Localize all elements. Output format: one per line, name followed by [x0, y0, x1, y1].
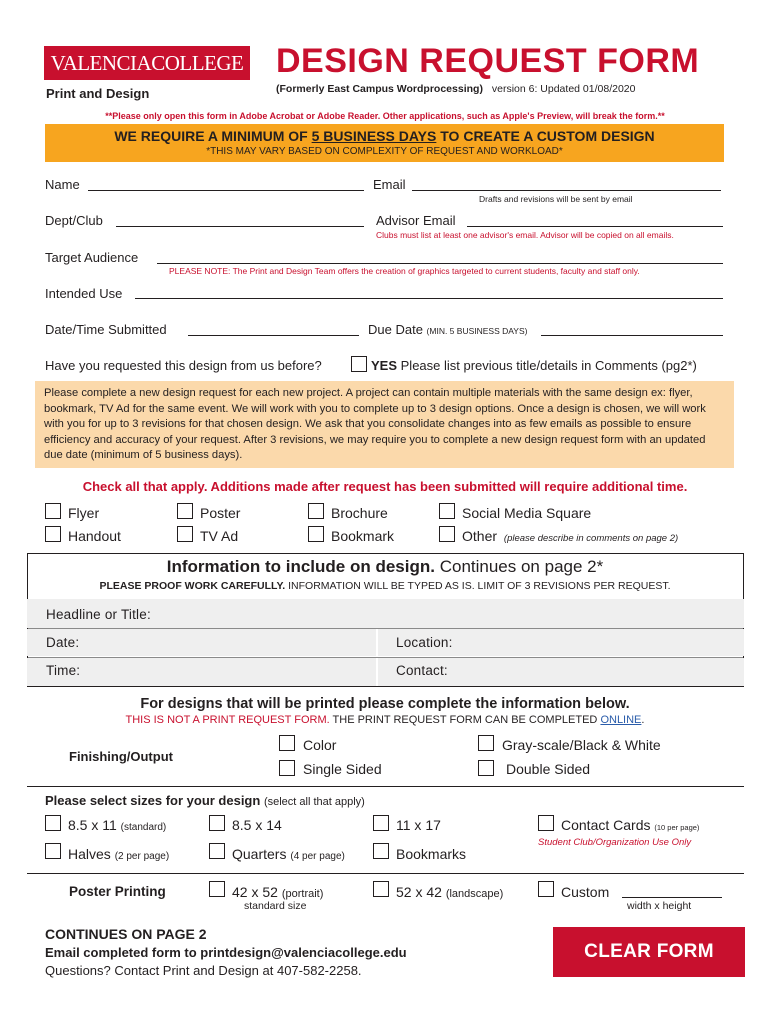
- advisor-email-label: Advisor Email: [376, 213, 456, 228]
- email-instructions: Email completed form to printdesign@valenciacollege.edu: [45, 945, 407, 960]
- other-note: (please describe in comments on page 2): [503, 533, 679, 544]
- intended-use-label: Intended Use: [45, 286, 123, 301]
- college-logo-text: VALENCIACOLLEGE: [50, 50, 244, 75]
- contact-cards-checkbox[interactable]: [538, 815, 554, 831]
- single-sided-checkbox[interactable]: [279, 760, 295, 776]
- color-label: Color: [303, 737, 337, 753]
- date-label: Date:: [46, 635, 80, 650]
- name-field[interactable]: [88, 190, 364, 191]
- sizes-title: Please select sizes for your design (select all that apply): [45, 793, 365, 808]
- custom-size-label: Custom: [561, 884, 610, 900]
- tv-ad-label: TV Ad: [200, 528, 239, 544]
- size-8-5x11-checkbox[interactable]: [45, 815, 61, 831]
- grayscale-label: Gray-scale/Black & White: [502, 737, 661, 753]
- brochure-checkbox[interactable]: [308, 503, 324, 519]
- size-52x42-checkbox[interactable]: [373, 881, 389, 897]
- double-sided-checkbox[interactable]: [478, 760, 494, 776]
- size-11x17-checkbox[interactable]: [373, 815, 389, 831]
- location-label: Location:: [396, 635, 453, 650]
- width-height-note: width x height: [627, 900, 692, 912]
- banner-subtext: *THIS MAY VARY BASED ON COMPLEXITY OF REQUEST AND WORKLOAD*: [206, 146, 563, 157]
- advisor-email-field[interactable]: [467, 226, 723, 227]
- target-audience-note: PLEASE NOTE: The Print and Design Team offers the creation of graphics targeted to current students, faculty and staff only.: [169, 266, 640, 276]
- custom-size-field[interactable]: [622, 897, 722, 898]
- online-link[interactable]: ONLINE: [600, 714, 642, 726]
- poster-divider: [27, 873, 744, 874]
- version-line: [276, 83, 635, 95]
- banner-main-text: WE REQUIRE A MINIMUM OF 5 BUSINESS DAYS TO CREATE A CUSTOM DESIGN: [114, 128, 655, 144]
- formerly-text: (Formerly East Campus Wordprocessing): [276, 83, 483, 95]
- bookmarks-label: Bookmarks: [396, 846, 467, 862]
- halves-label: Halves (2 per page): [68, 846, 170, 862]
- bookmarks-checkbox[interactable]: [373, 843, 389, 859]
- date-field[interactable]: [27, 629, 376, 656]
- email-field[interactable]: [412, 190, 721, 191]
- contact-cards-label: Contact Cards (10 per page): [561, 817, 700, 833]
- sizes-title-note: (select all that apply): [263, 796, 365, 808]
- flyer-label: Flyer: [68, 505, 100, 521]
- contact-label: Contact:: [396, 663, 448, 678]
- halves-checkbox[interactable]: [45, 843, 61, 859]
- poster-checkbox[interactable]: [177, 503, 193, 519]
- tv-ad-checkbox[interactable]: [177, 526, 193, 542]
- quarters-label: Quarters (4 per page): [232, 846, 345, 862]
- requested-before-label: Have you requested this design from us before?: [45, 358, 322, 373]
- email-label: Email: [373, 177, 406, 192]
- form-title: DESIGN REQUEST FORM: [276, 42, 700, 80]
- due-date-label: Due Date (MIN. 5 BUSINESS DAYS): [368, 322, 528, 337]
- handout-label: Handout: [68, 528, 121, 544]
- standard-size-note: standard size: [244, 900, 307, 912]
- other-checkbox[interactable]: [439, 526, 455, 542]
- clear-form-label: CLEAR FORM: [584, 941, 714, 962]
- version-text: version 6: Updated 01/08/2020: [491, 83, 636, 95]
- bookmark-label: Bookmark: [331, 528, 395, 544]
- finishing-label: Finishing/Output: [69, 749, 173, 764]
- due-date-note: (MIN. 5 BUSINESS DAYS): [426, 326, 528, 336]
- time-label: Time:: [46, 663, 81, 678]
- questions-contact: Questions? Contact Print and Design at 407-582-2258.: [45, 963, 362, 978]
- grayscale-checkbox[interactable]: [478, 735, 494, 751]
- headline-label: Headline or Title:: [46, 607, 151, 622]
- other-label: Other (please describe in comments on page 2): [462, 528, 679, 544]
- requested-before-checkbox[interactable]: [351, 356, 367, 372]
- handout-checkbox[interactable]: [45, 526, 61, 542]
- continues-page-2: CONTINUES ON PAGE 2: [45, 926, 207, 942]
- info-section-title: Information to include on design. Continues on page 2*: [166, 557, 604, 576]
- brochure-label: Brochure: [331, 505, 388, 521]
- print-section-title: For designs that will be printed please complete the information below.: [140, 696, 630, 712]
- due-date-field[interactable]: [541, 335, 723, 336]
- check-all-note: Check all that apply. Additions made after request has been submitted will require additional time.: [82, 479, 688, 494]
- not-print-note: THIS IS NOT A PRINT REQUEST FORM. THE PRINT REQUEST FORM CAN BE COMPLETED ONLINE.: [125, 714, 645, 726]
- info-paragraph-box: [35, 381, 734, 468]
- yes-label: YES Please list previous title/details in Comments (pg2*): [371, 358, 697, 373]
- size-42x52-checkbox[interactable]: [209, 881, 225, 897]
- advisor-note: Clubs must list at least one advisor's email. Advisor will be copied on all emails.: [376, 230, 674, 240]
- color-checkbox[interactable]: [279, 735, 295, 751]
- contact-cards-use-note: Student Club/Organization Use Only: [538, 837, 692, 848]
- target-audience-label: Target Audience: [45, 250, 139, 265]
- name-label: Name: [45, 177, 80, 192]
- date-submitted-field[interactable]: [188, 335, 359, 336]
- poster-label: Poster: [200, 505, 241, 521]
- dept-club-label: Dept/Club: [45, 213, 103, 228]
- requirement-banner: [45, 124, 724, 162]
- info-paragraph: Please complete a new design request for each new project. A project can contain multiple materials with the same design ex: flyer, bookmark, TV Ad for the same event. We will work with you to complete up to 3 design options. Once a design is chosen, we will work with you for up to 3 revisions for that chosen design. We ask that you consolidate changes into as few emails as possible to ensure efficiency and accuracy of your request. After 3 revisions, we may require you to complete a new design request form with an updated due date (minimum of 5 business days).: [44, 387, 706, 462]
- social-media-checkbox[interactable]: [439, 503, 455, 519]
- size-8-5x11-label: 8.5 x 11 (standard): [68, 817, 167, 833]
- single-sided-label: Single Sided: [303, 761, 382, 777]
- bookmark-checkbox[interactable]: [308, 526, 324, 542]
- business-days-underlined: 5 BUSINESS DAYS: [311, 128, 437, 144]
- sizes-divider: [27, 786, 744, 787]
- proof-note: PLEASE PROOF WORK CAREFULLY. INFORMATION WILL BE TYPED AS IS. LIMIT OF 3 REVISIONS PER REQUEST.: [99, 580, 671, 592]
- size-52x42-label: 52 x 42 (landscape): [396, 884, 504, 900]
- size-42x52-label: 42 x 52 (portrait): [232, 884, 324, 900]
- quarters-checkbox[interactable]: [209, 843, 225, 859]
- dept-club-field[interactable]: [116, 226, 364, 227]
- college-logo: [44, 46, 250, 80]
- department-name: Print and Design: [46, 86, 150, 101]
- intended-use-field[interactable]: [135, 298, 723, 299]
- email-note: Drafts and revisions will be sent by email: [479, 194, 633, 204]
- size-11x17-label: 11 x 17: [396, 817, 441, 833]
- social-media-label: Social Media Square: [462, 505, 592, 521]
- date-submitted-label: Date/Time Submitted: [45, 322, 167, 337]
- flyer-checkbox[interactable]: [45, 503, 61, 519]
- clear-form-button[interactable]: [553, 927, 745, 977]
- custom-size-checkbox[interactable]: [538, 881, 554, 897]
- size-8-5x14-checkbox[interactable]: [209, 815, 225, 831]
- double-sided-label: Double Sided: [506, 761, 591, 777]
- target-audience-field[interactable]: [157, 263, 723, 264]
- acrobat-note: **Please only open this form in Adobe Acrobat or Adobe Reader. Other applications, such as Apple's Preview, will break the form.**: [105, 111, 665, 121]
- yes-note: Please list previous title/details in Comments (pg2*): [400, 358, 697, 373]
- size-8-5x14-label: 8.5 x 14: [232, 817, 282, 833]
- poster-printing-label: Poster Printing: [69, 884, 166, 899]
